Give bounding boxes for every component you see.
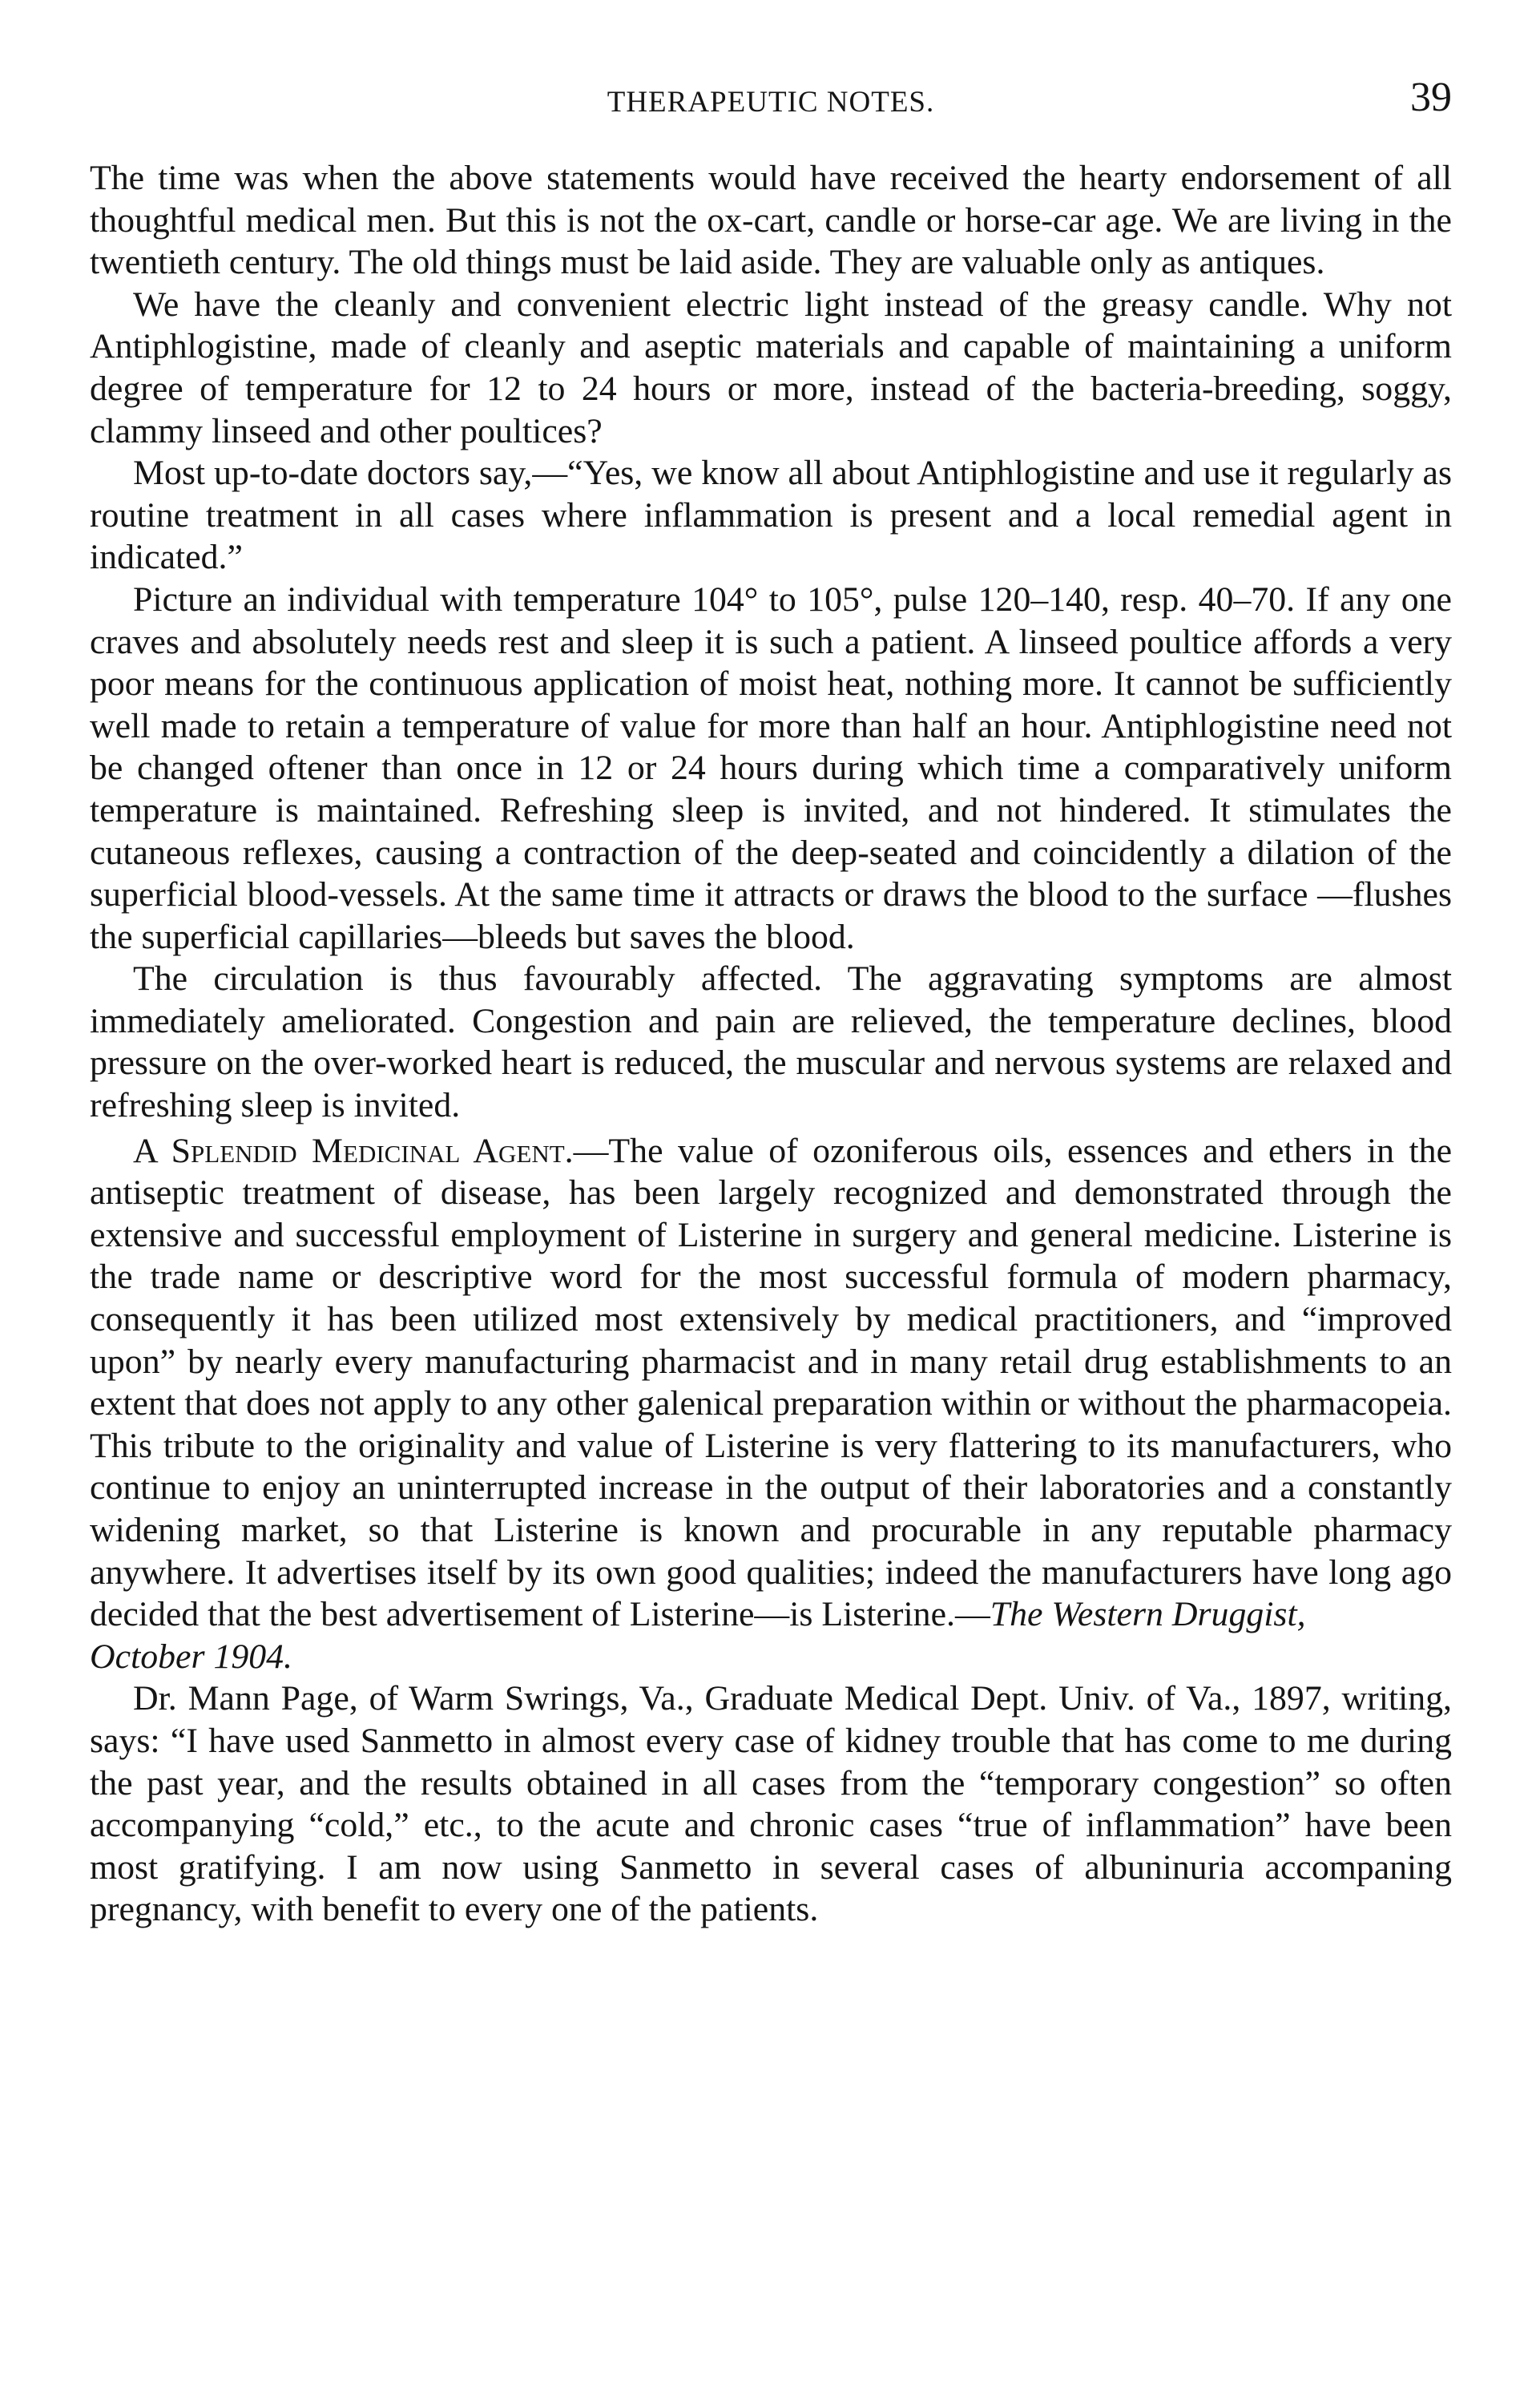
page-number: 39 xyxy=(1410,75,1452,120)
paragraph-text: Dr. Mann Page, of Warm Swrings, Va., Graduate Medical Dept. Univ. of Va., 1897, writing, says: “I have used Sanmetto in almost every case of kidney trouble that has come to me during the past year, and the results obtained in all cases from the “temporary congestion” so often accompanying “cold,” etc., to the acute and chronic cases “true of inflammation” have been most gratifying. I am now using Sanmetto in several cases of albuninuria accompaning pregnancy, with benefit to every one of the patients. xyxy=(90,1679,1452,1929)
paragraph-old-methods xyxy=(90,157,1452,284)
citation-date: October 1904. xyxy=(90,1637,293,1676)
paragraph-doctors-say xyxy=(90,452,1452,579)
paragraph-text: The time was when the above statements would have received the hearty endorsement of all thoughtful medical men. But this is not the ox-cart, candle or horse-car age. We are living in the twentieth century. The old things must be laid aside. They are valuable only as antiques. xyxy=(90,159,1452,282)
running-header xyxy=(90,74,1452,130)
paragraph-text: —The value of ozoniferous oils, essences and ethers in the antiseptic treatment of disease, has been largely recognized and demonstrated through the extensive and successful employment of Listerine in surgery and general medicine. Listerine is the trade name or descriptive word for the most successful formula of modern pharmacy, consequently it has been utilized most extensively by medical practitioners, and “improved upon” by nearly every manufacturing pharmacist and in many retail drug establishments to an extent that does not apply to any other galenical preparation within or without the pharmacopeia. This tribute to the originality and value of Listerine is very flattering to its manufacturers, who continue to enjoy an uninterrupted increase in the output of their laboratories and a constantly widening market, so that Listerine is known and procurable in any reputable pharmacy anywhere. It advertises itself by its own good qualities; indeed the manufacturers have long ago decided that the best advertisement of Listerine—is Listerine.— xyxy=(90,1131,1453,1634)
section-heading: A Splendid Medicinal Agent. xyxy=(133,1131,574,1170)
running-title: THERAPEUTIC NOTES. xyxy=(607,86,935,119)
paragraph-sanmetto-testimonial xyxy=(90,1677,1452,1931)
paragraph-electric-light xyxy=(90,284,1452,452)
body-text xyxy=(90,157,1452,1931)
paragraph-patient-case xyxy=(90,579,1452,958)
paragraph-circulation xyxy=(90,958,1452,1126)
paragraph-text: Picture an individual with temperature 104° to 105°, pulse 120–140, resp. 40–70. If any one craves and absolutely needs rest and sleep it is such a patient. A linseed poultice affords a very poor means for the continuous application of moist heat, nothing more. It cannot be sufficiently well made to retain a temperature of value for more than half an hour. Antiphlogistine need not be changed oftener than once in 12 or 24 hours during which time a comparatively uniform temperature is maintained. Refreshing sleep is invited, and not hindered. It stimulates the cutaneous reflexes, causing a contraction of the deep-seated and coincidently a dilation of the superficial blood-vessels. At the same time it attracts or draws the blood to the surface —flushes the superficial capillaries—bleeds but saves the blood. xyxy=(90,579,1452,956)
paragraph-text: The circulation is thus favourably affected. The aggravating symptoms are almost immediately ameliorated. Congestion and pain are relieved, the temperature declines, blood pressure on the over-worked heart is reduced, the muscular and nervous systems are relaxed and refreshing sleep is invited. xyxy=(90,959,1452,1125)
paragraph-listerine xyxy=(90,1130,1452,1678)
paragraph-text: Most up-to-date doctors say,—“Yes, we know all about Antiphlogistine and use it regularly as routine treatment in all cases where inflammation is present and a local remedial agent in indicated.” xyxy=(90,454,1452,577)
paragraph-text: We have the cleanly and convenient electric light instead of the greasy candle. Why not Antiphlogistine, made of cleanly and aseptic materials and capable of maintaining a uniform degree of temperature for 12 to 24 hours or more, instead of the bacteria-breeding, soggy, clammy linseed and other poultices? xyxy=(90,285,1452,450)
citation-source: The Western Druggist, xyxy=(990,1595,1306,1634)
